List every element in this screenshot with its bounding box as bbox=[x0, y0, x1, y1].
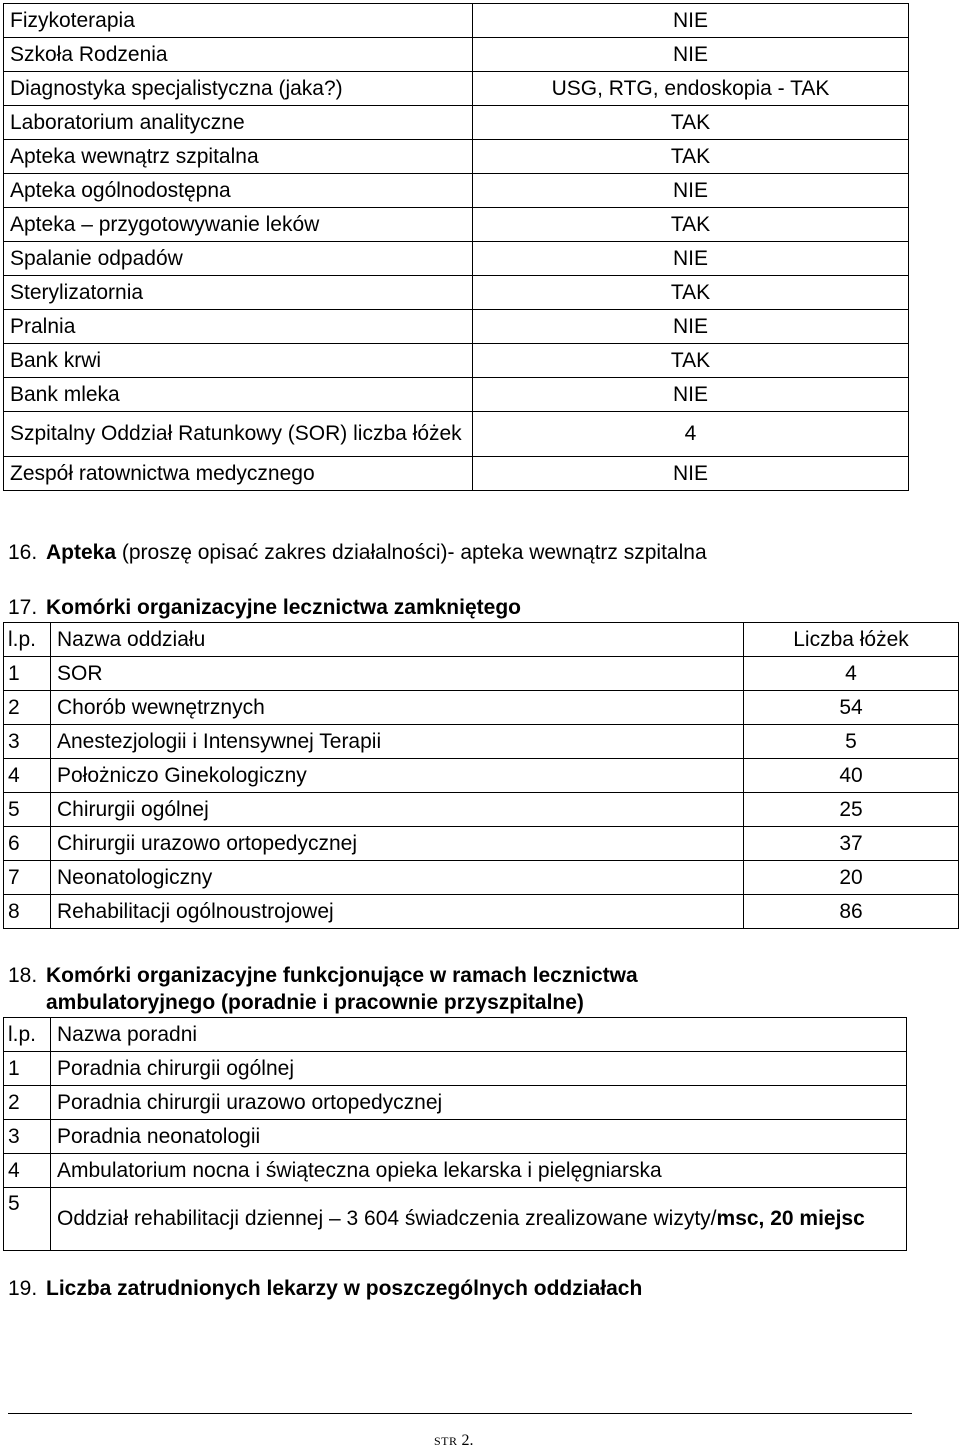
table-row bbox=[4, 1154, 907, 1188]
service-value: USG, RTG, endoskopia - TAK bbox=[473, 72, 909, 106]
page-number-value: 2. bbox=[461, 1432, 474, 1449]
section-title-bold: Apteka bbox=[46, 541, 117, 564]
wards-table bbox=[3, 622, 959, 929]
service-name: Szkoła Rodzenia bbox=[4, 38, 473, 72]
section-number: 18. bbox=[8, 964, 38, 987]
ward-name: Chirurgii urazowo ortopedycznej bbox=[51, 827, 744, 861]
table-row bbox=[4, 4, 909, 38]
table-row bbox=[4, 725, 959, 759]
ward-name: Chorób wewnętrznych bbox=[51, 691, 744, 725]
table-row bbox=[4, 72, 909, 106]
service-value: NIE bbox=[473, 457, 909, 491]
section-number: 16. bbox=[8, 541, 38, 564]
ward-name: Położniczo Ginekologiczny bbox=[51, 759, 744, 793]
table-row bbox=[4, 174, 909, 208]
clinic-name: Poradnia chirurgii ogólnej bbox=[51, 1052, 907, 1086]
ward-beds: 86 bbox=[744, 895, 959, 929]
table-row bbox=[4, 895, 959, 929]
ward-name: Anestezjologii i Intensywnej Terapii bbox=[51, 725, 744, 759]
table-header-row bbox=[4, 623, 959, 657]
service-name: Apteka wewnątrz szpitalna bbox=[4, 140, 473, 174]
table-row bbox=[4, 378, 909, 412]
table-row bbox=[4, 276, 909, 310]
service-value: 4 bbox=[473, 412, 909, 457]
table-row bbox=[4, 242, 909, 276]
row-lp: 8 bbox=[4, 895, 51, 929]
service-value: TAK bbox=[473, 106, 909, 140]
table-row bbox=[4, 208, 909, 242]
service-value: NIE bbox=[473, 378, 909, 412]
table-row bbox=[4, 759, 959, 793]
service-name: Szpitalny Oddział Ratunkowy (SOR) liczba łóżek bbox=[4, 412, 473, 457]
ward-beds: 4 bbox=[744, 657, 959, 691]
service-value: NIE bbox=[473, 4, 909, 38]
ward-beds: 37 bbox=[744, 827, 959, 861]
table-row bbox=[4, 657, 959, 691]
section-description: (proszę opisać zakres działalności)- apteka wewnątrz szpitalna bbox=[116, 541, 707, 564]
ward-beds: 25 bbox=[744, 793, 959, 827]
page-label: STR bbox=[434, 1434, 458, 1448]
section-title: Liczba zatrudnionych lekarzy w poszczególnych oddziałach bbox=[46, 1277, 643, 1300]
table-header-row bbox=[4, 1018, 907, 1052]
service-name: Apteka ogólnodostępna bbox=[4, 174, 473, 208]
clinic-name: Ambulatorium nocna i świąteczna opieka lekarska i pielęgniarska bbox=[51, 1154, 907, 1188]
section-16-heading bbox=[8, 539, 707, 566]
service-name: Spalanie odpadów bbox=[4, 242, 473, 276]
service-value: TAK bbox=[473, 276, 909, 310]
service-name: Pralnia bbox=[4, 310, 473, 344]
clinics-table bbox=[3, 1017, 907, 1251]
service-name: Apteka – przygotowywanie leków bbox=[4, 208, 473, 242]
row-lp: 3 bbox=[4, 725, 51, 759]
service-value: NIE bbox=[473, 242, 909, 276]
service-value: NIE bbox=[473, 310, 909, 344]
clinic-name: Poradnia chirurgii urazowo ortopedycznej bbox=[51, 1086, 907, 1120]
section-title-line2: ambulatoryjnego (poradnie i pracownie przyszpitalne) bbox=[46, 991, 584, 1014]
ward-name: SOR bbox=[51, 657, 744, 691]
ward-beds: 5 bbox=[744, 725, 959, 759]
service-name: Bank mleka bbox=[4, 378, 473, 412]
table-row bbox=[4, 38, 909, 72]
clinic-name-bold: msc, 20 miejsc bbox=[716, 1207, 865, 1230]
row-lp: 1 bbox=[4, 1052, 51, 1086]
clinic-name-text: Oddział rehabilitacji dziennej – 3 604 świadczenia zrealizowane wizyty/ bbox=[57, 1207, 717, 1230]
table-row bbox=[4, 1188, 907, 1251]
header-ward-name: Nazwa oddziału bbox=[51, 623, 744, 657]
ward-beds: 54 bbox=[744, 691, 959, 725]
table-row bbox=[4, 1120, 907, 1154]
section-number: 17. bbox=[8, 596, 38, 619]
service-value: TAK bbox=[473, 208, 909, 242]
page-number bbox=[434, 1432, 474, 1450]
row-lp: 5 bbox=[4, 793, 51, 827]
table-row bbox=[4, 793, 959, 827]
service-name: Sterylizatornia bbox=[4, 276, 473, 310]
row-lp: 4 bbox=[4, 1154, 51, 1188]
ward-beds: 40 bbox=[744, 759, 959, 793]
row-lp: 5 bbox=[4, 1188, 51, 1251]
table-row bbox=[4, 310, 909, 344]
ward-name: Chirurgii ogólnej bbox=[51, 793, 744, 827]
table-row bbox=[4, 344, 909, 378]
service-value: TAK bbox=[473, 140, 909, 174]
service-value: NIE bbox=[473, 38, 909, 72]
table-row bbox=[4, 1052, 907, 1086]
ward-name: Rehabilitacji ogólnoustrojowej bbox=[51, 895, 744, 929]
row-lp: 2 bbox=[4, 1086, 51, 1120]
header-lp: l.p. bbox=[4, 1018, 51, 1052]
services-table bbox=[3, 3, 909, 491]
ward-name: Neonatologiczny bbox=[51, 861, 744, 895]
service-name: Diagnostyka specjalistyczna (jaka?) bbox=[4, 72, 473, 106]
section-title-line1: Komórki organizacyjne funkcjonujące w ramach lecznictwa bbox=[46, 964, 638, 987]
service-value: NIE bbox=[473, 174, 909, 208]
service-name: Bank krwi bbox=[4, 344, 473, 378]
table-row bbox=[4, 861, 959, 895]
header-lp: l.p. bbox=[4, 623, 51, 657]
section-19-heading bbox=[8, 1275, 642, 1302]
table-row bbox=[4, 140, 909, 174]
service-name: Fizykoterapia bbox=[4, 4, 473, 38]
row-lp: 3 bbox=[4, 1120, 51, 1154]
table-row bbox=[4, 457, 909, 491]
row-lp: 2 bbox=[4, 691, 51, 725]
table-row bbox=[4, 412, 909, 457]
section-title: Komórki organizacyjne lecznictwa zamkniętego bbox=[46, 596, 521, 619]
service-name: Laboratorium analityczne bbox=[4, 106, 473, 140]
section-17-heading bbox=[8, 594, 521, 621]
row-lp: 7 bbox=[4, 861, 51, 895]
footer-divider bbox=[8, 1413, 912, 1414]
section-number: 19. bbox=[8, 1277, 38, 1300]
row-lp: 1 bbox=[4, 657, 51, 691]
clinic-name bbox=[51, 1188, 907, 1251]
clinic-name: Poradnia neonatologii bbox=[51, 1120, 907, 1154]
table-row bbox=[4, 827, 959, 861]
header-beds: Liczba łóżek bbox=[744, 623, 959, 657]
row-lp: 4 bbox=[4, 759, 51, 793]
table-row bbox=[4, 1086, 907, 1120]
row-lp: 6 bbox=[4, 827, 51, 861]
table-row bbox=[4, 691, 959, 725]
service-name: Zespół ratownictwa medycznego bbox=[4, 457, 473, 491]
table-row bbox=[4, 106, 909, 140]
service-value: TAK bbox=[473, 344, 909, 378]
header-clinic-name: Nazwa poradni bbox=[51, 1018, 907, 1052]
ward-beds: 20 bbox=[744, 861, 959, 895]
section-18-heading bbox=[8, 962, 638, 1016]
